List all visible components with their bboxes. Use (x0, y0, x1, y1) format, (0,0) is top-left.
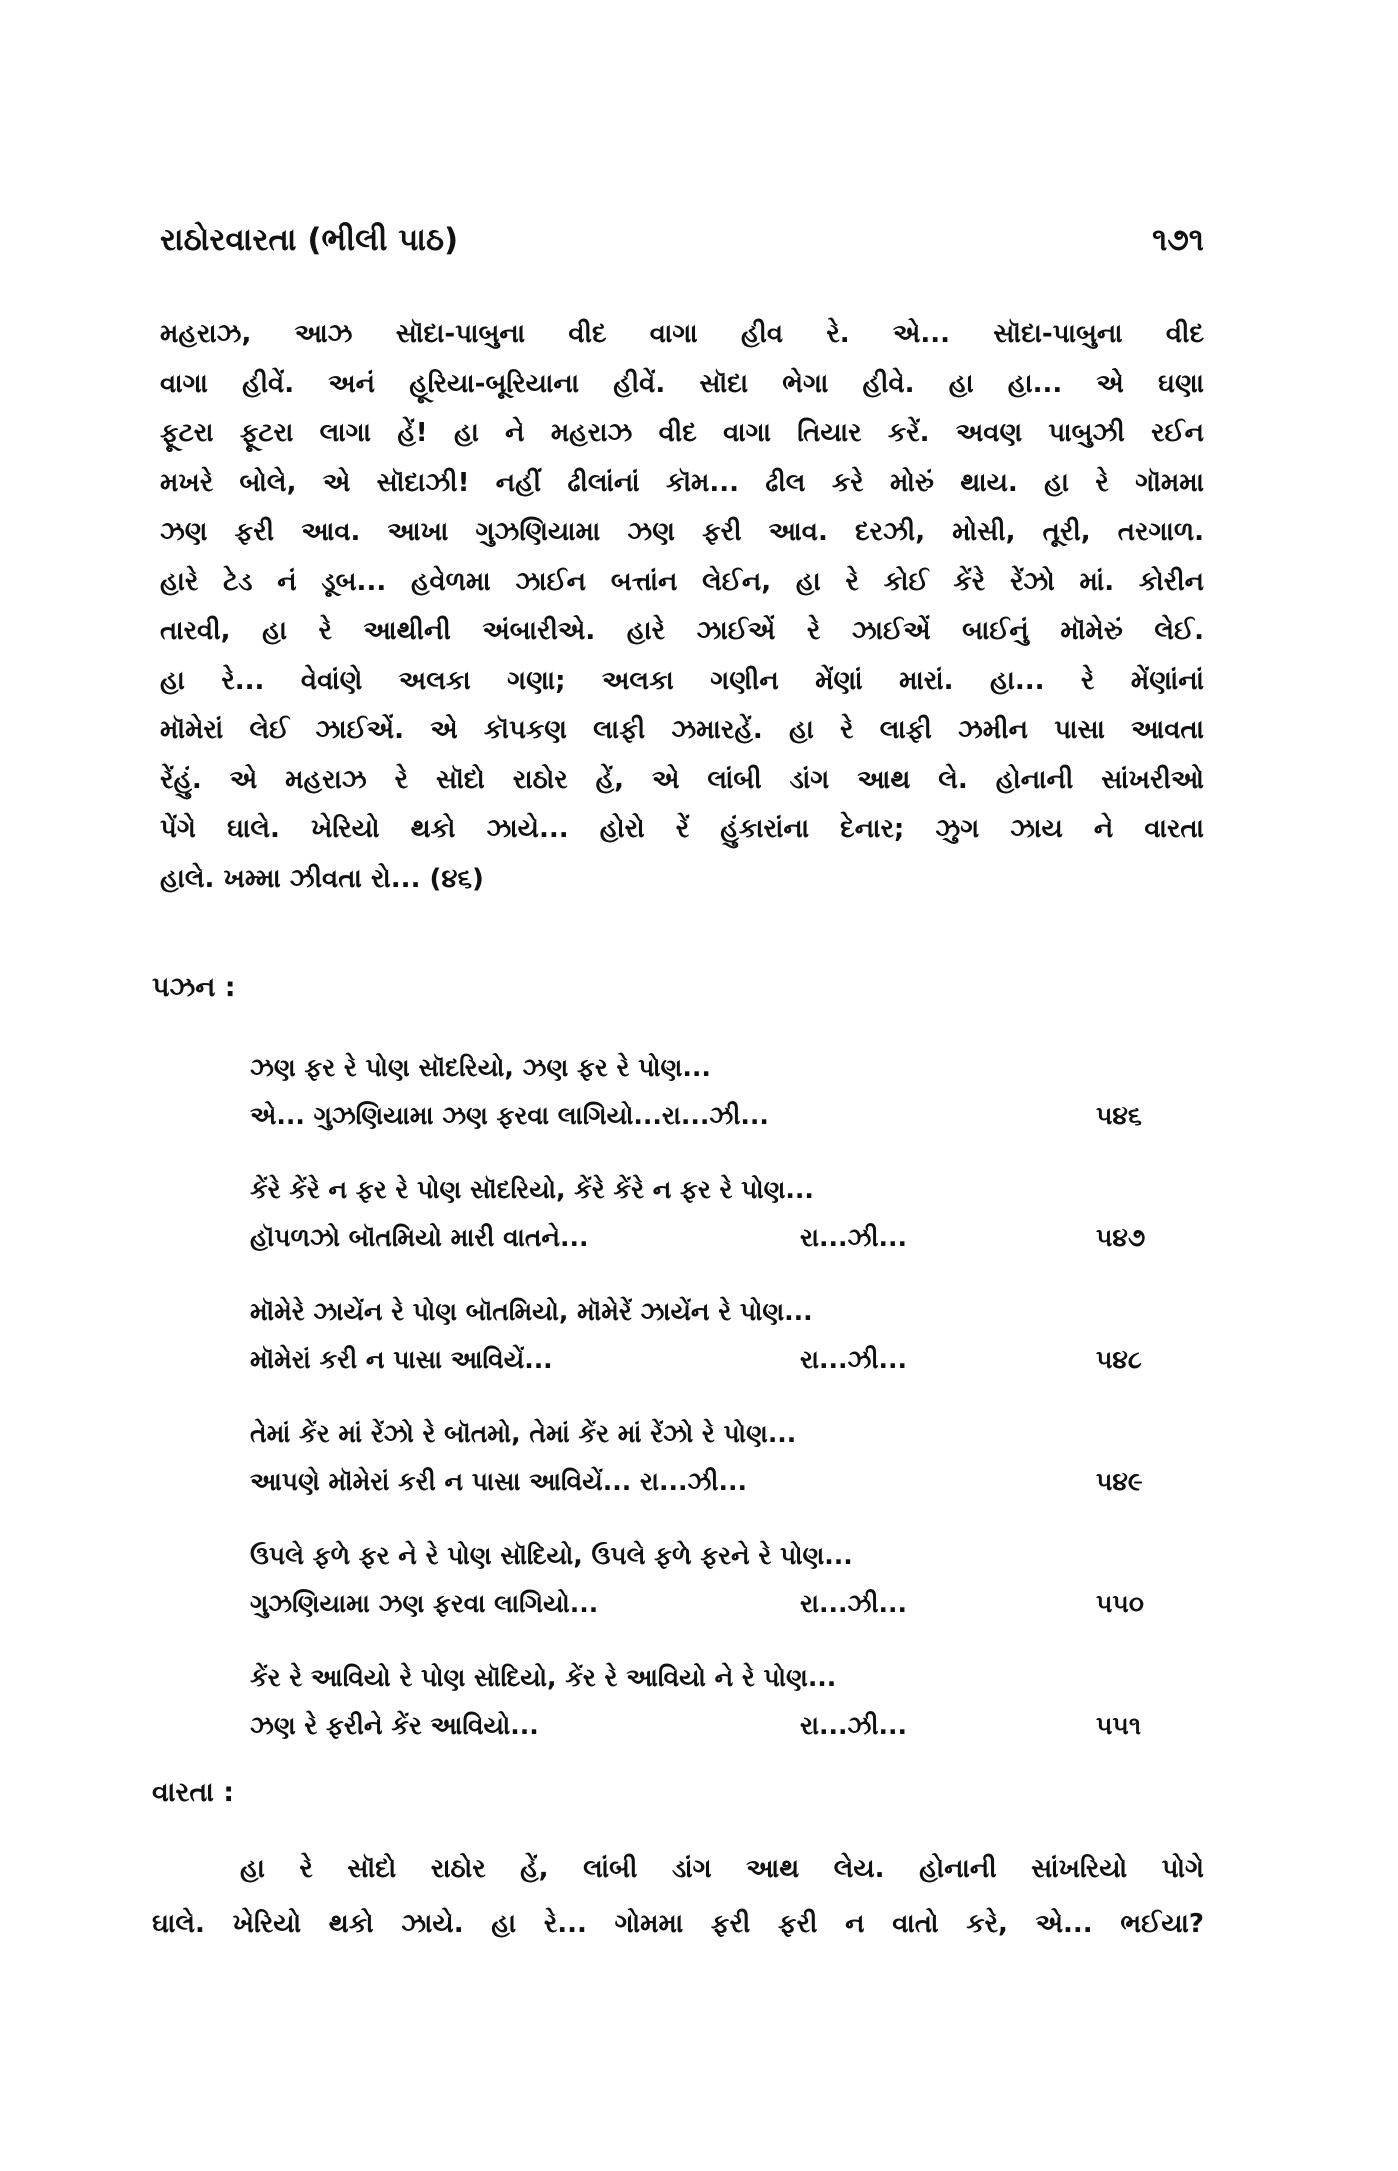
verse-line-2 (250, 1580, 1180, 1628)
song-section-label: પઝન : (152, 972, 236, 1003)
verse-line-1 (250, 1532, 1180, 1580)
verse-line-2 (250, 1702, 1180, 1750)
verse-text: એ... ગુઝણિયામા ઝણ ફરવા લાગિયો...રા...ઝી... (250, 1101, 769, 1130)
verse-refrain: રા...ઝી... (800, 1711, 908, 1740)
verse-number: ૫૪૮ (1096, 1345, 1142, 1374)
verse-text: ઝણ રે ફરીને કેંર આવિયો... (250, 1711, 539, 1740)
verse-line-2 (250, 1336, 1180, 1384)
verse-text: કેંર રે આવિયો રે પોણ સૉદિયો, કેંર રે આવિયો ને રે પોણ... (250, 1663, 837, 1692)
verse (250, 1654, 1180, 1776)
verse (250, 1044, 1180, 1166)
verse-text: કેંરે કેંરે ન ફર રે પોણ સૉદરિયો, કેંરે કેંરે ન ફર રે પોણ... (250, 1175, 814, 1204)
verse (250, 1410, 1180, 1532)
verse-line-2 (250, 1458, 1180, 1506)
page-number: ૧૭૧ (1152, 222, 1204, 258)
verse-text: હૉપળઝો બૉતમિયો મારી વાતને... (250, 1223, 589, 1252)
prose-line: હાલે. ખમ્મા ઝીવતા રો... (૪૬) (160, 863, 484, 894)
prose-line: હા રે... વેવાંણે અલકા ગણા; અલકા ગણીન મેંણાં મારાં. હા... રે મેંણાંનાં (160, 665, 1204, 696)
verse-text: ઉપલે ફળે ફર ને રે પોણ સૉદિયો, ઉપલે ફળે ફરને રે પોણ... (250, 1541, 853, 1570)
verse-text: ઝણ ફર રે પોણ સૉદરિયો, ઝણ ફર રે પોણ... (250, 1053, 711, 1082)
verse-number: ૫૪૭ (1096, 1223, 1146, 1252)
verse-text: ગુઝણિયામા ઝણ ફરવા લાગિયો... (250, 1589, 599, 1618)
prose-line: તારવી, હા રે આથીની અંબારીએ. હારે ઝાઈએં રે ઝાઈએં બાઈનું મૉમેરું લેઈ. (160, 616, 1204, 646)
verse-refrain: રા...ઝી... (800, 1345, 908, 1374)
verse-line-2 (250, 1214, 1180, 1262)
prose-line: મખરે બોલે, એ સૉદાઝી! નહીં ઢીલાંનાં કૉમ... ઢીલ કરે મોરું થાય. હા રે ગૉમમા (160, 467, 1204, 498)
prose-paragraph (160, 310, 1204, 904)
verse-line-1 (250, 1166, 1180, 1214)
verse-line-1 (250, 1410, 1180, 1458)
prose-line: વાગા હીવેં. અનં હૂરિયા-બૂરિયાના હીવેં. સૉદા ભેગા હીવે. હા હા... એ ઘણા (160, 368, 1204, 399)
page-header (160, 222, 1204, 272)
verse-line-1 (250, 1654, 1180, 1702)
prose-line: પેંગે ઘાલે. ખેરિયો થકો ઝાયે... હોરો રેં હુંકારાંના દેનાર; ઝુગ ઝાય ને વારતા (160, 814, 1204, 844)
prose-line: હારે ટેડ નં ડૂબ... હવેળમા ઝાઈન બત્તાંન લેઈન, હા રે કોઈ કેંરે રેંઝો માં. કોરીન (160, 566, 1204, 597)
verse-number: ૫૫૧ (1096, 1711, 1142, 1740)
verse (250, 1532, 1180, 1654)
verse-line-2 (250, 1092, 1180, 1140)
story-line: ઘાલે. ખેરિયો થકો ઝાયે. હા રે... ગોમમા ફરી ફરી ન વાતો કરે, એ... ભઈયા? (152, 1909, 1204, 1939)
verse-number: ૫૪૬ (1096, 1101, 1142, 1130)
verse-refrain: રા...ઝી... (800, 1223, 908, 1252)
verse (250, 1166, 1180, 1288)
verse-text: આપણે મૉમેરાં કરી ન પાસા આવિયેં... રા...ઝી... (250, 1467, 747, 1496)
running-title: રાઠોરવારતા (ભીલી પાઠ) (160, 222, 459, 258)
story-line: હા રે સૉદો રાઠોર હેં, લાંબી ડાંગ આથ લેય. હોનાની સાંખરિયો પોગે (240, 1854, 1204, 1884)
verse-line-1 (250, 1044, 1180, 1092)
prose-line: મૉમેરાં લેઈ ઝાઈએં. એ કૉપકણ લાફી ઝમારહેં. હા રે લાફી ઝમીન પાસા આવતા (160, 715, 1204, 745)
verse-text: તેમાં કેંર માં રેંઝો રે બૉતમો, તેમાં કેંર માં રેંઝો રે પોણ... (250, 1419, 797, 1448)
prose-line: રેંહું. એ મહરાઝ રે સૉદો રાઠોર હેં, એ લાંબી ડાંગ આથ લે. હોનાની સાંખરીઓ (160, 764, 1204, 795)
verse-text: મૉમેરે ઝાયેંન રે પોણ બૉતમિયો, મૉમેરેં ઝાયેંન રે પોણ... (250, 1297, 813, 1326)
story-section-label: વારતા : (152, 1777, 235, 1808)
prose-line: ઝણ ફરી આવ. આખા ગુઝણિયામા ઝણ ફરી આવ. દરઝી, મોસી, તૂરી, તરગાળ. (160, 517, 1204, 547)
verse-refrain: રા...ઝી... (800, 1589, 908, 1618)
prose-line: મહરાઝ, આઝ સૉદા-પાબુના વીદ વાગા હીવ રે. એ... સૉદા-પાબુના વીદ (160, 319, 1204, 349)
verse-number: ૫૫૦ (1096, 1589, 1144, 1618)
verse (250, 1288, 1180, 1410)
song-verses (250, 1044, 1180, 1776)
verse-text: મૉમેરાં કરી ન પાસા આવિયેં... (250, 1345, 553, 1374)
prose-line: ફૂટરા ફૂટરા લાગા હેં! હા ને મહરાઝ વીદ વાગા તિયાર કરેં. અવણ પાબુઝી રઈન (160, 418, 1204, 448)
story-paragraph (152, 1842, 1204, 1952)
verse-number: ૫૪૯ (1096, 1467, 1143, 1496)
verse-line-1 (250, 1288, 1180, 1336)
